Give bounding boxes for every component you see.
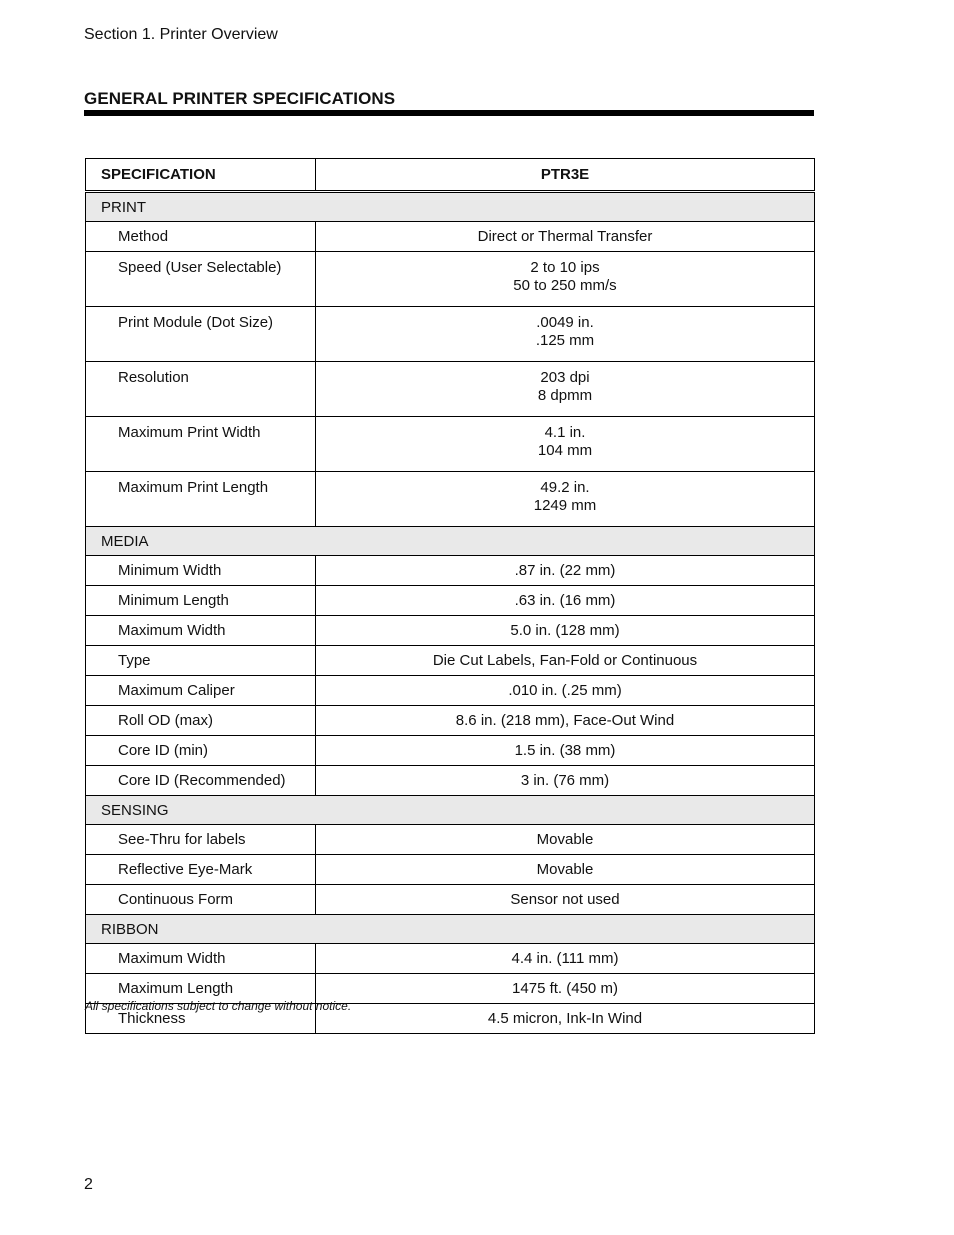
specifications-table [85, 158, 815, 1034]
spec-value-line: 1249 mm [533, 497, 597, 514]
spec-value [316, 855, 815, 885]
spec-value [316, 736, 815, 766]
spec-label: Print Module (Dot Size) [86, 307, 316, 362]
spec-value [316, 646, 815, 676]
spec-label: Maximum Caliper [86, 676, 316, 706]
group-heading: RIBBON [86, 915, 815, 944]
table-row [86, 307, 815, 362]
spec-label: Maximum Print Length [86, 472, 316, 527]
spec-value-line: Direct or Thermal Transfer [477, 227, 653, 245]
table-row [86, 362, 815, 417]
spec-value [316, 586, 815, 616]
table-row [86, 944, 815, 974]
table-row [86, 472, 815, 527]
spec-label: Core ID (min) [86, 736, 316, 766]
spec-value-line: 4.4 in. (111 mm) [511, 949, 619, 967]
group-heading: PRINT [86, 192, 815, 222]
spec-value [316, 885, 815, 915]
table-row [86, 646, 815, 676]
group-heading: MEDIA [86, 527, 815, 556]
section-title: GENERAL PRINTER SPECIFICATIONS [84, 89, 396, 108]
spec-value-line: 2 to 10 ips [530, 259, 600, 276]
spec-value-line: 104 mm [537, 442, 593, 459]
spec-label: Core ID (Recommended) [86, 766, 316, 796]
spec-value [316, 1004, 815, 1034]
spec-value [316, 616, 815, 646]
group-row [86, 527, 815, 556]
spec-label: Resolution [86, 362, 316, 417]
spec-value [316, 974, 815, 1004]
table-row [86, 766, 815, 796]
header-specification: SPECIFICATION [86, 159, 316, 192]
table-row [86, 676, 815, 706]
table-row [86, 616, 815, 646]
spec-label: Roll OD (max) [86, 706, 316, 736]
spec-value-line: .87 in. (22 mm) [514, 561, 616, 579]
footnote: All specifications subject to change without notice. [85, 999, 352, 1013]
table-row [86, 706, 815, 736]
table-body [86, 192, 815, 1034]
header-model: PTR3E [316, 159, 815, 192]
spec-label: Maximum Print Width [86, 417, 316, 472]
spec-label: Type [86, 646, 316, 676]
spec-value-line: .63 in. (16 mm) [514, 591, 616, 609]
spec-value-line: 203 dpi [540, 369, 590, 386]
table-row [86, 855, 815, 885]
running-header: Section 1. Printer Overview [84, 26, 278, 43]
spec-value-line: .125 mm [535, 332, 595, 349]
table-header-row [86, 159, 815, 192]
spec-value [316, 472, 815, 527]
table-row [86, 417, 815, 472]
table-row [86, 586, 815, 616]
spec-value [316, 944, 815, 974]
spec-label: Maximum Width [86, 616, 316, 646]
spec-value [316, 307, 815, 362]
spec-label: Method [86, 222, 316, 252]
spec-value [316, 222, 815, 252]
spec-label: Minimum Length [86, 586, 316, 616]
spec-label: Speed (User Selectable) [86, 252, 316, 307]
spec-value-line: .0049 in. [536, 314, 594, 331]
spec-value-line: 8 dpmm [537, 387, 593, 404]
table-row [86, 825, 815, 855]
spec-value-line: 4.5 micron, Ink-In Wind [487, 1009, 643, 1027]
spec-value-line: 49.2 in. [540, 479, 590, 496]
spec-value [316, 766, 815, 796]
table-row [86, 556, 815, 586]
spec-value-line: Sensor not used [510, 890, 620, 908]
table-row [86, 252, 815, 307]
spec-value [316, 362, 815, 417]
spec-value-line: 1475 ft. (450 m) [512, 979, 618, 997]
spec-value [316, 252, 815, 307]
spec-value-line: 50 to 250 mm/s [513, 277, 617, 294]
spec-value [316, 676, 815, 706]
spec-value-line: Movable [536, 830, 594, 848]
spec-value-line: 5.0 in. (128 mm) [510, 621, 620, 639]
spec-label: Continuous Form [86, 885, 316, 915]
spec-value-line: 4.1 in. [544, 424, 586, 441]
group-row [86, 796, 815, 825]
spec-value-line: 3 in. (76 mm) [520, 771, 610, 789]
table-row [86, 736, 815, 766]
spec-label: Minimum Width [86, 556, 316, 586]
group-heading: SENSING [86, 796, 815, 825]
spec-label: Thickness [86, 1004, 316, 1034]
spec-value [316, 706, 815, 736]
spec-value-line: .010 in. (.25 mm) [508, 681, 622, 699]
title-rule [84, 110, 814, 116]
spec-value [316, 825, 815, 855]
table-row [86, 885, 815, 915]
group-row [86, 915, 815, 944]
group-row [86, 192, 815, 222]
spec-value-line: 8.6 in. (218 mm), Face-Out Wind [455, 711, 675, 729]
spec-label: See-Thru for labels [86, 825, 316, 855]
spec-value-line: 1.5 in. (38 mm) [514, 741, 616, 759]
spec-value [316, 417, 815, 472]
page-number: 2 [84, 1176, 93, 1193]
spec-label: Reflective Eye-Mark [86, 855, 316, 885]
spec-label: Maximum Width [86, 944, 316, 974]
table-row [86, 222, 815, 252]
spec-label: Maximum Length [86, 974, 316, 1004]
spec-value-line: Movable [536, 860, 594, 878]
spec-value [316, 556, 815, 586]
spec-value-line: Die Cut Labels, Fan-Fold or Continuous [432, 651, 698, 669]
